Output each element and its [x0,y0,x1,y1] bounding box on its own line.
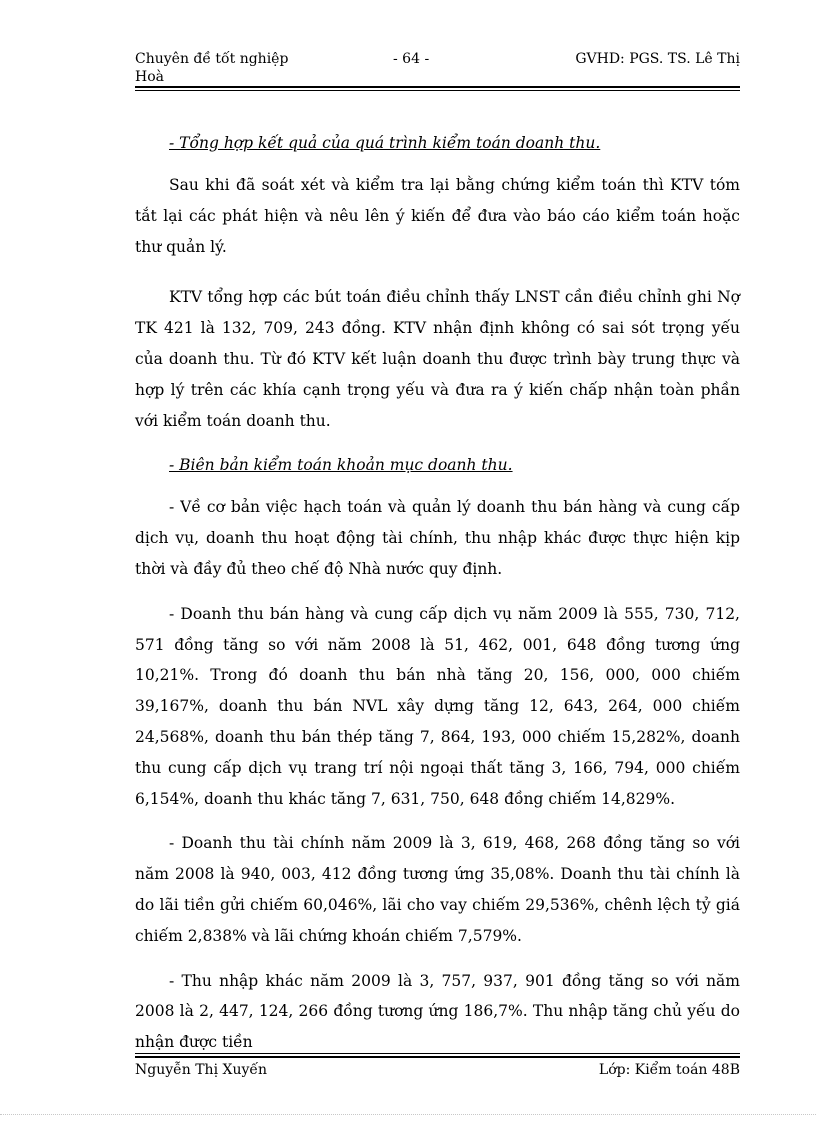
footer-rule-thin [135,1053,740,1054]
footer-author: Nguyễn Thị Xuyến [135,1062,268,1078]
header-rule [135,86,740,88]
page-number: - 64 - [393,51,430,67]
paragraph: - Về cơ bản việc hạch toán và quản lý doanh thu bán hàng và cung cấp dịch vụ, doanh thu hoạt động tài chính, thu nhập khác được thực hiện kịp thời và đầy đủ theo chế độ Nhà nước quy định. [135,498,740,578]
paragraph: - Thu nhập khác năm 2009 là 3, 757, 937, 901 đồng tăng so với năm 2008 là 2, 447, 124, 266 đồng tương ứng 186,7%. Thu nhập tăng chủ yếu do nhận được tiền [135,971,740,1052]
page-header [135,50,740,90]
paragraph: - Doanh thu bán hàng và cung cấp dịch vụ năm 2009 là 555, 730, 712, 571 đồng tăng so với năm 2008 là 51, 462, 001, 648 đồng tương ứng 10,21%. Trong đó doanh thu bán nhà tăng 20, 156, 000, 000 chiếm 39,167%, doanh thu bán NVL xây dựng tăng 12, 643, 264, 000 chiếm 24,568%, doanh thu bán thép tăng 7, 864, 193, 000 chiếm 15,282%, doanh thu cung cấp dịch vụ trang trí nội ngoại thất tăng 3, 166, 794, 000 chiếm 6,154%, doanh thu khác tăng 7, 631, 750, 648 đồng chiếm 14,829%. [135,604,740,808]
header-advisor: GVHD: PGS. TS. Lê Thị [575,51,740,67]
header-rule-thin [135,90,740,91]
page-body [135,128,740,1058]
paragraph: KTV tổng hợp các bút toán điều chỉnh thấy LNST cần điều chỉnh ghi Nợ TK 421 là 132, 709, 243 đồng. KTV nhận định không có sai sót trọng yếu của doanh thu. Từ đó KTV kết luận doanh thu được trình bày trung thực và hợp lý trên các khía cạnh trọng yếu và đưa ra ý kiến chấp nhận toàn phần với kiểm toán doanh thu. [135,288,740,430]
paragraph: - Doanh thu tài chính năm 2009 là 3, 619, 468, 268 đồng tăng so với năm 2008 là 940, 003, 412 đồng tương ứng 35,08%. Doanh thu tài chính là do lãi tiền gửi chiếm 60,046%, lãi cho vay chiếm 29,536%, chênh lệch tỷ giá chiếm 2,838% và lãi chứng khoán chiếm 7,579%. [135,834,740,945]
footer-class: Lớp: Kiểm toán 48B [598,1062,740,1078]
header-thesis-label: Chuyên đề tốt nghiệp Hoà [135,51,289,85]
footer-rule [135,1056,740,1058]
page-bottom-divider [0,1114,816,1115]
section-heading-minutes: - Biên bản kiểm toán khoản mục doanh thu. [169,456,513,475]
section-heading-summary: - Tổng hợp kết quả của quá trình kiểm toán doanh thu. [169,134,601,152]
paragraph: Sau khi đã soát xét và kiểm tra lại bằng chứng kiểm toán thì KTV tóm tắt lại các phát hiện và nêu lên ý kiến để đưa vào báo cáo kiểm toán hoặc thư quản lý. [135,176,740,256]
